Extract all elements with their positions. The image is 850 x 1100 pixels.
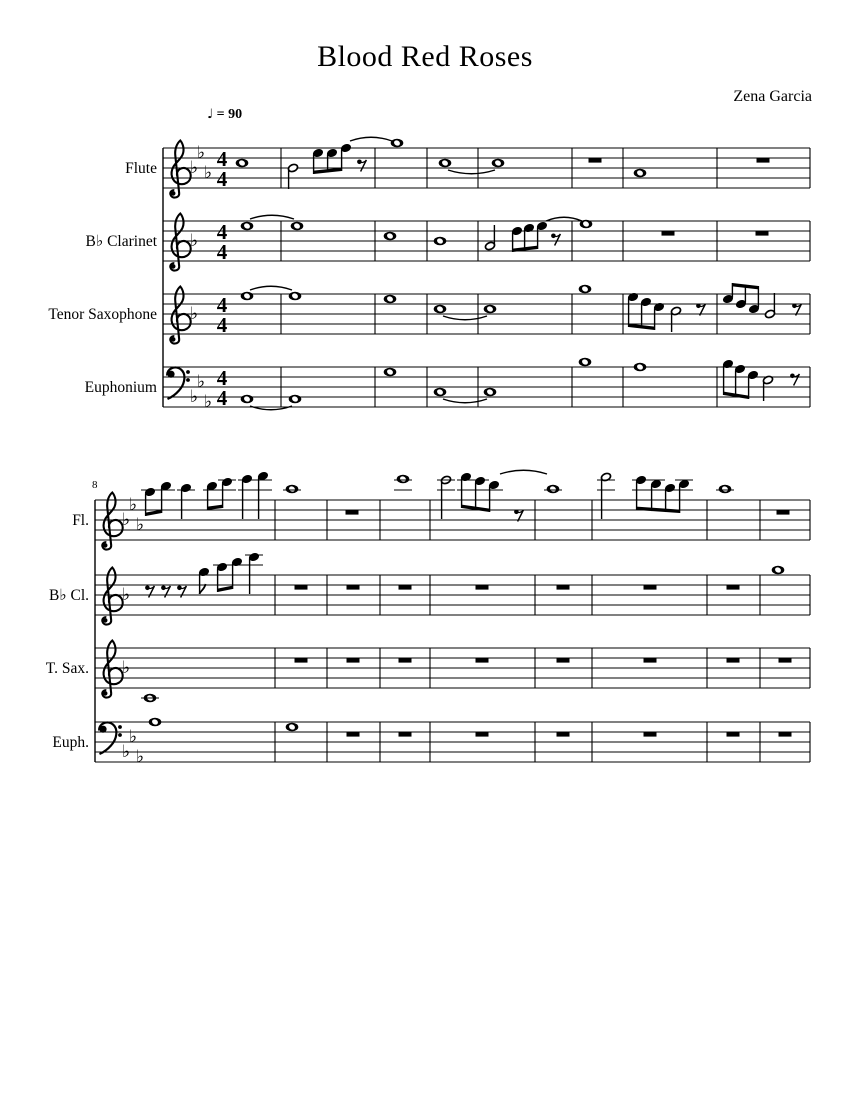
beam — [218, 586, 233, 592]
whole-rest[interactable] — [779, 732, 792, 737]
note-whole[interactable] — [241, 222, 254, 231]
note-eighth[interactable] — [198, 567, 209, 594]
note-whole[interactable] — [579, 358, 592, 367]
tie[interactable] — [500, 470, 547, 474]
tempo-marking[interactable] — [207, 107, 242, 123]
whole-rest[interactable] — [476, 658, 489, 663]
system-2 — [46, 470, 810, 767]
time-signature: 4 — [216, 366, 228, 390]
eighth-rest[interactable] — [161, 586, 170, 598]
beamed-eighth-group[interactable] — [457, 472, 503, 512]
flat-sign: ♭ — [129, 495, 138, 515]
bass-clef-icon — [167, 367, 190, 399]
note-half[interactable] — [484, 225, 495, 251]
note-whole[interactable] — [289, 292, 302, 301]
time-signature: 4 — [216, 220, 228, 244]
note-quarter[interactable] — [238, 474, 256, 519]
whole-rest[interactable] — [662, 231, 675, 236]
staff-label[interactable]: T. Sax. — [45, 660, 89, 677]
note-whole[interactable] — [634, 363, 647, 372]
note-half[interactable] — [287, 163, 298, 189]
treble-clef-icon — [170, 214, 190, 271]
flat-sign: ♭ — [136, 515, 145, 535]
whole-rest[interactable] — [756, 231, 769, 236]
staff-label[interactable]: B♭ Cl. — [48, 587, 89, 604]
staff-label[interactable]: Tenor Saxophone — [48, 306, 157, 323]
staff-fl- — [72, 470, 810, 549]
whole-rest[interactable] — [727, 658, 740, 663]
time-signature: 4 — [216, 147, 228, 171]
note-whole[interactable] — [492, 159, 505, 168]
tie[interactable] — [448, 170, 495, 174]
whole-rest[interactable] — [644, 585, 657, 590]
flat-sign: ♭ — [122, 585, 131, 605]
tempo-text: = 90 — [216, 107, 243, 122]
beamed-eighth-group[interactable] — [203, 477, 236, 510]
staff-label[interactable]: Euph. — [52, 734, 89, 751]
flat-sign: ♭ — [197, 372, 206, 392]
beam — [146, 510, 162, 516]
flat-sign: ♭ — [190, 158, 199, 178]
tie[interactable] — [250, 215, 294, 219]
flat-sign: ♭ — [122, 742, 131, 762]
score-title[interactable]: Blood Red Roses — [317, 40, 533, 73]
composer-name[interactable]: Zena Garcia — [733, 88, 812, 105]
whole-rest[interactable] — [347, 732, 360, 737]
staff-euph- — [52, 718, 810, 767]
whole-rest[interactable] — [727, 585, 740, 590]
eighth-rest[interactable] — [145, 586, 154, 598]
eighth-rest[interactable] — [790, 374, 799, 386]
flat-sign: ♭ — [204, 163, 213, 183]
eighth-rest[interactable] — [551, 234, 560, 246]
tie[interactable] — [350, 137, 392, 141]
tie[interactable] — [443, 316, 487, 320]
flat-sign: ♭ — [190, 231, 199, 251]
whole-rest[interactable] — [399, 585, 412, 590]
eighth-rest[interactable] — [357, 160, 366, 172]
note-whole[interactable] — [434, 388, 447, 397]
note-whole[interactable] — [141, 694, 159, 703]
staff-label[interactable]: Fl. — [72, 512, 89, 529]
time-signature: 4 — [216, 313, 228, 337]
whole-rest[interactable] — [727, 732, 740, 737]
whole-rest[interactable] — [557, 732, 570, 737]
note-whole[interactable] — [484, 388, 497, 397]
note-whole[interactable] — [634, 169, 647, 178]
whole-rest[interactable] — [777, 510, 790, 515]
note-half[interactable] — [764, 293, 775, 319]
note-whole[interactable] — [384, 368, 397, 377]
flat-sign: ♭ — [122, 658, 131, 678]
flat-sign: ♭ — [136, 747, 145, 767]
note-whole[interactable] — [772, 566, 785, 575]
beamed-eighth-group[interactable] — [722, 359, 758, 399]
time-signature: 4 — [216, 167, 228, 191]
staff-label[interactable]: Flute — [125, 160, 157, 177]
staff-flute — [125, 137, 810, 197]
flat-sign: ♭ — [129, 727, 138, 747]
note-whole[interactable] — [434, 305, 447, 314]
note-whole[interactable] — [291, 222, 304, 231]
note-whole[interactable] — [283, 485, 301, 494]
note-whole[interactable] — [544, 485, 562, 494]
note-whole[interactable] — [236, 159, 249, 168]
treble-clef-icon — [170, 287, 190, 344]
whole-rest[interactable] — [399, 658, 412, 663]
note-quarter[interactable] — [245, 552, 263, 594]
beamed-eighth-group[interactable] — [722, 283, 759, 314]
whole-rest[interactable] — [295, 585, 308, 590]
note-whole[interactable] — [289, 395, 302, 404]
note-quarter[interactable] — [177, 483, 195, 519]
quarter-note-icon: ♩ — [207, 107, 214, 122]
note-whole[interactable] — [484, 305, 497, 314]
note-whole[interactable] — [439, 159, 452, 168]
whole-rest[interactable] — [644, 658, 657, 663]
tie[interactable] — [546, 217, 582, 221]
time-signature: 4 — [216, 293, 228, 317]
beamed-eighth-group[interactable] — [511, 221, 547, 252]
whole-rest[interactable] — [346, 510, 359, 515]
note-whole[interactable] — [579, 285, 592, 294]
note-half[interactable] — [670, 306, 681, 332]
beamed-eighth-group[interactable] — [141, 481, 175, 516]
flat-sign: ♭ — [204, 392, 213, 412]
time-signature: 4 — [216, 386, 228, 410]
whole-rest[interactable] — [347, 585, 360, 590]
staff-euphonium — [85, 358, 810, 412]
system-1 — [48, 137, 810, 412]
eighth-rest[interactable] — [177, 586, 186, 598]
note-whole[interactable] — [384, 295, 397, 304]
flat-sign: ♭ — [190, 304, 199, 324]
whole-rest[interactable] — [295, 658, 308, 663]
tie[interactable] — [443, 399, 487, 403]
staff-label[interactable]: B♭ Clarinet — [85, 233, 157, 250]
whole-rest[interactable] — [779, 658, 792, 663]
whole-rest[interactable] — [757, 158, 770, 163]
tie[interactable] — [250, 286, 292, 290]
staff-t-sax- — [46, 641, 810, 703]
note-whole[interactable] — [286, 723, 299, 732]
flat-sign: ♭ — [122, 510, 131, 530]
whole-rest[interactable] — [347, 658, 360, 663]
note-whole[interactable] — [716, 485, 734, 494]
treble-clef-icon — [170, 141, 190, 198]
beam — [637, 507, 680, 513]
whole-rest[interactable] — [476, 585, 489, 590]
note-whole[interactable] — [241, 395, 254, 404]
note-half[interactable] — [597, 472, 615, 519]
note-half[interactable] — [437, 475, 455, 519]
whole-rest[interactable] — [557, 658, 570, 663]
beam — [208, 505, 223, 510]
note-whole[interactable] — [434, 237, 447, 246]
whole-rest[interactable] — [476, 732, 489, 737]
note-whole[interactable] — [384, 232, 397, 241]
note-whole[interactable] — [391, 139, 404, 148]
bass-clef-icon — [99, 722, 122, 754]
staff-label[interactable]: Euphonium — [84, 379, 157, 396]
staff-b-clarinet — [86, 214, 810, 271]
note-whole[interactable] — [149, 718, 162, 727]
treble-clef-icon — [102, 493, 122, 550]
time-signature: 4 — [216, 240, 228, 264]
whole-rest[interactable] — [644, 732, 657, 737]
treble-clef-icon — [102, 568, 122, 625]
whole-rest[interactable] — [399, 732, 412, 737]
beamed-eighth-group[interactable] — [632, 475, 693, 513]
flat-sign: ♭ — [197, 143, 206, 163]
whole-rest[interactable] — [557, 585, 570, 590]
note-quarter[interactable] — [254, 471, 272, 519]
staff-b-cl- — [49, 552, 810, 624]
measure-number: 8 — [92, 479, 98, 491]
treble-clef-icon — [102, 641, 122, 698]
note-whole[interactable] — [580, 220, 593, 229]
note-whole[interactable] — [241, 292, 254, 301]
note-whole[interactable] — [394, 475, 412, 490]
whole-rest[interactable] — [589, 158, 602, 163]
flat-sign: ♭ — [190, 387, 199, 407]
